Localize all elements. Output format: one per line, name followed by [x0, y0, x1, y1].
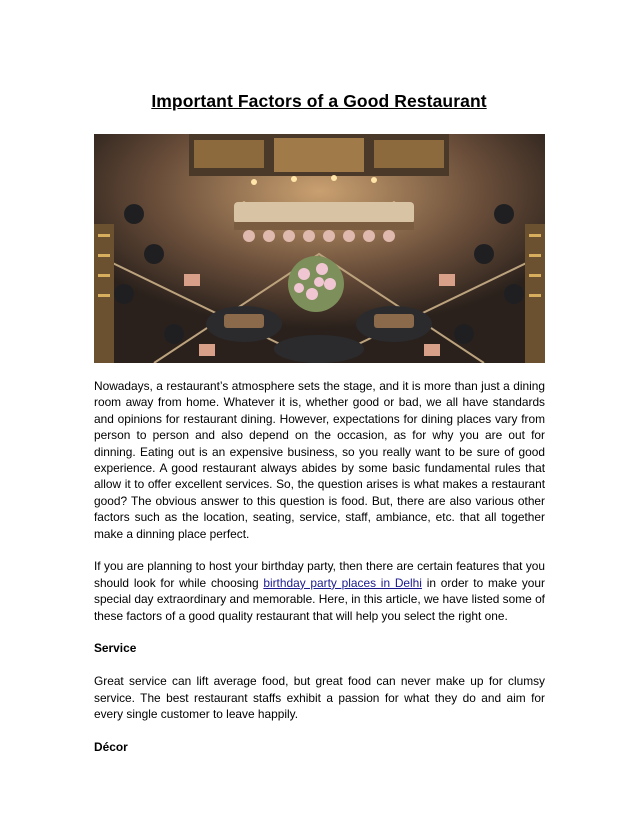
- paragraph-service: Great service can lift average food, but great food can never make up for clumsy service. The best restaurant staffs exhibit a passion for what they do and aim for every single customer to leave happily.: [94, 674, 545, 722]
- birthday-party-places-link[interactable]: birthday party places in Delhi: [263, 575, 422, 590]
- restaurant-interior-photo: [94, 134, 545, 363]
- article-body: [94, 378, 545, 755]
- heading-service: Service: [94, 641, 137, 656]
- restaurant-photo-illustration: [94, 134, 545, 363]
- heading-decor: Décor: [94, 739, 128, 754]
- paragraph-birthday: [94, 558, 545, 624]
- paragraph-intro: Nowadays, a restaurant’s atmosphere sets the stage, and it is more than just a dining room away from home. Whatever it is, whether good or bad, we all have standards and opinions for restaurant dining. However, expectations for dining places vary from person to person and also depend on the occasion, as for why you are out for dinning. Eating out is an expensive business, so you really want to be sure of good experience. A good restaurant always abides by some basic fundamental rules that allow it to offer excellent services. So, the question arises is what makes a restaurant good? The obvious answer to this question is food. But, there are also various other factors such as the location, seating, service, staff, ambiance, etc. that all together make a dinning place perfect.: [94, 379, 545, 541]
- paragraph-birthday-after-link: in order to make your special day extraordinary and memorable. Here, in this article, we have listed some of these factors of a good quality restaurant that will help you select the right one.: [94, 575, 545, 623]
- paragraph-birthday-before-link: If you are planning to host your birthday party, then there are certain features that you should look for while choosing: [94, 559, 545, 590]
- document-title: Important Factors of a Good Restaurant: [151, 91, 487, 111]
